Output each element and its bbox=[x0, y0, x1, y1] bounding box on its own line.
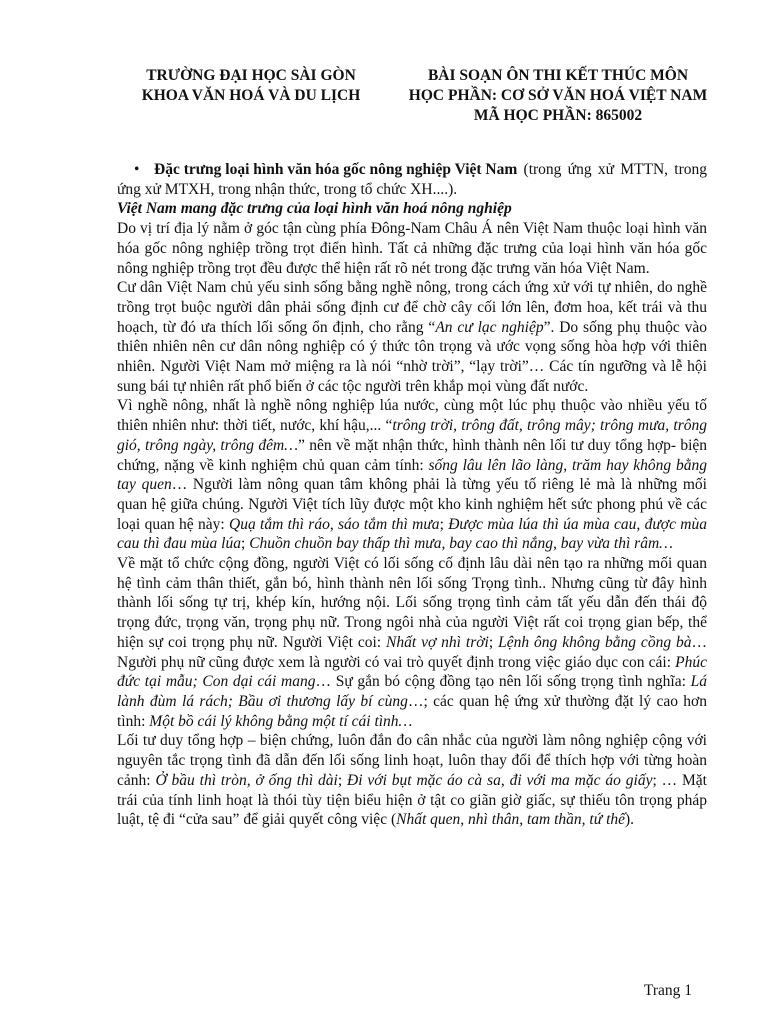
course-header bbox=[388, 66, 728, 126]
proverb: Lệnh ông không bằng cồng bà bbox=[498, 633, 692, 651]
proverb: Lá lành đùm lá rách; Bầu ơi thương lấy bí cùng bbox=[117, 673, 707, 710]
section-subheading: Việt Nam mang đặc trưng của loại hình văn hoá nông nghiệp bbox=[117, 200, 512, 218]
proverb: Được mùa lúa thì úa mùa cau, được mùa cau thì đau mùa lúa bbox=[117, 515, 707, 553]
proverb: Đi với bụt mặc áo cà sa, đi với ma mặc áo giấy bbox=[347, 771, 653, 789]
course-code: MÃ HỌC PHẦN: 865002 bbox=[473, 107, 643, 124]
proverb: sống lâu lên lão làng, trăm hay không bằng tay quen bbox=[117, 456, 707, 494]
bullet-rest-text: (trong ứng xử MTTN, trong ứng xử MTXH, trong nhận thức, trong tổ chức XH....). bbox=[117, 161, 707, 198]
university-name: TRƯỜNG ĐẠI HỌC SÀI GÒN bbox=[146, 67, 356, 84]
document-body bbox=[117, 160, 707, 830]
paragraph-nature: Cư dân Việt Nam chủ yếu sinh sống bằng nghề nông, trong cách ứng xử với tự nhiên, do nghề trồng trọt buộc người dân phải sống định cư để chờ cây cối lớn lên, đơm hoa, kết trái và thu hoạch, từ đó ưa thích lối sống ổn định, cho rằng “An cư lạc nghiệp”. Do sống phụ thuộc vào thiên nhiên nên cư dân nông nghiệp có ý thức tôn trọng và ước vọng sống hòa hợp với thiên nhiên. Người Việt Nam mở miệng ra là nói “nhờ trời”, “lạy trời”… Các tín ngưỡng và lễ hội sung bái tự nhiên rất phổ biến ở các tộc người trên khắp mọi vùng đất nước. bbox=[117, 279, 708, 395]
bullet-bold-text: Đặc trưng loại hình văn hóa gốc nông nghiệp Việt Nam bbox=[154, 161, 518, 178]
institution-header bbox=[120, 66, 382, 106]
proverb: Một bồ cái lý không bằng một tí cái tình… bbox=[149, 712, 413, 730]
proverb: An cư lạc nghiệp bbox=[435, 318, 544, 336]
proverb: trông trời, trông đất, trông mây; trông mưa, trông gió, trông ngày, trông đêm… bbox=[117, 417, 707, 454]
paragraph-community: Về mặt tổ chức cộng đồng, người Việt có lối sống cố định lâu dài nên tạo ra những mối quan hệ tình cảm thân thiết, gắn bó, hình thành nên lối sống Trọng tình.. Nhưng cũng từ đây hình thành lối sống tự trị, khép kín, hướng nội. Lối sống trọng tình cảm tất yếu dẫn đến thái độ trọng đức, trọng văn, trọng phụ nữ. Trong ngôi nhà của người Việt rất coi trọng gian bếp, thể hiện sự coi trọng phụ nữ. Người Việt coi: Nhất vợ nhì trời; Lệnh ông không bằng cồng bà… Người phụ nữ cũng được xem là người có vai trò quyết định trong việc giáo dục con cái: Phúc đức tại mẫu; Con dại cái mang… Sự gắn bó cộng đồng tạo nên lối sống trọng tình nghĩa: Lá lành đùm lá rách; Bầu ơi thương lấy bí cùng…; các quan hệ ứng xử thường đặt lý cao hơn tình: Một bồ cái lý không bằng một tí cái tình… bbox=[117, 555, 707, 730]
paragraph-cognition: Vì nghề nông, nhất là nghề nông nghiệp lúa nước, cùng một lúc phụ thuộc vào nhiều yếu tố thiên nhiên như: thời tiết, nước, khí hậu,... “trông trời, trông đất, trông mây; trông mưa, trông gió, trông ngày, trông đêm…” nên về mặt nhận thức, hình thành nên lối tư duy tổng hợp- biện chứng, nặng về kinh nghiệm chủ quan cảm tính: sống lâu lên lão làng, trăm hay không bằng tay quen… Người làm nông quan tâm không phải là từng yếu tố riêng lẻ mà là những mối quan hệ giữa chúng. Người Việt tích lũy được một kho kinh nghiệm hết sức phong phú về các loại quan hệ này: Quạ tắm thì ráo, sáo tắm thì mưa; Được mùa lúa thì úa mùa cau, được mùa cau thì đau mùa lúa; Chuồn chuồn bay thấp thì mưa, bay cao thì nắng, bay vừa thì râm… bbox=[117, 397, 708, 553]
page-number: Trang 1 bbox=[643, 982, 692, 999]
proverb: Quạ tắm thì ráo, sáo tắm thì mưa bbox=[229, 515, 440, 533]
proverb: Nhất vợ nhì trời bbox=[386, 633, 489, 651]
paragraph-geography: Do vị trí địa lý nằm ở góc tận cùng phía Đông-Nam Châu Á nên Việt Nam thuộc loại hình văn hóa gốc nông nghiệp trồng trọt điển hình. Tất cả những đặc trưng của loại hình văn hóa gốc nông nghiệp trồng trọt đều được thể hiện rất rõ nét trong đặc trưng văn hóa Việt Nam. bbox=[117, 220, 707, 277]
exam-title: BÀI SOẠN ÔN THI KẾT THÚC MÔN bbox=[427, 67, 689, 84]
proverb: Ở bầu thì tròn, ở ống thì dài bbox=[155, 771, 338, 789]
paragraph-flexibility: Lối tư duy tổng hợp – biện chứng, luôn đắn đo cân nhắc của người làm nông nghiệp cộng với nguyên tắc trọng tình đã dẫn đến lối sống linh hoạt, luôn thay đổi để thích hợp với từng hoàn cảnh: Ở bầu thì tròn, ở ống thì dài; Đi với bụt mặc áo cà sa, đi với ma mặc áo giấy; … Mặt trái của tính linh hoạt là thói tùy tiện biểu hiện ở tật co giãn giờ giấc, sự thiếu tôn trọng pháp luật, tệ đi “cửa sau” để giải quyết công việc (Nhất quen, nhì thân, tam thần, tứ thế). bbox=[117, 732, 707, 829]
proverb: Chuồn chuồn bay thấp thì mưa, bay cao thì nắng, bay vừa thì râm… bbox=[249, 535, 673, 553]
bullet-item bbox=[117, 160, 707, 199]
faculty-name: KHOA VĂN HOÁ VÀ DU LỊCH bbox=[141, 87, 361, 104]
proverb: Phúc đức tại mẫu; Con dại cái mang bbox=[117, 653, 707, 691]
bullet-icon: • bbox=[134, 161, 140, 178]
proverb: Nhất quen, nhì thân, tam thần, tứ thế bbox=[396, 811, 625, 829]
course-name: HỌC PHẦN: CƠ SỞ VĂN HOÁ VIỆT NAM bbox=[408, 87, 708, 104]
